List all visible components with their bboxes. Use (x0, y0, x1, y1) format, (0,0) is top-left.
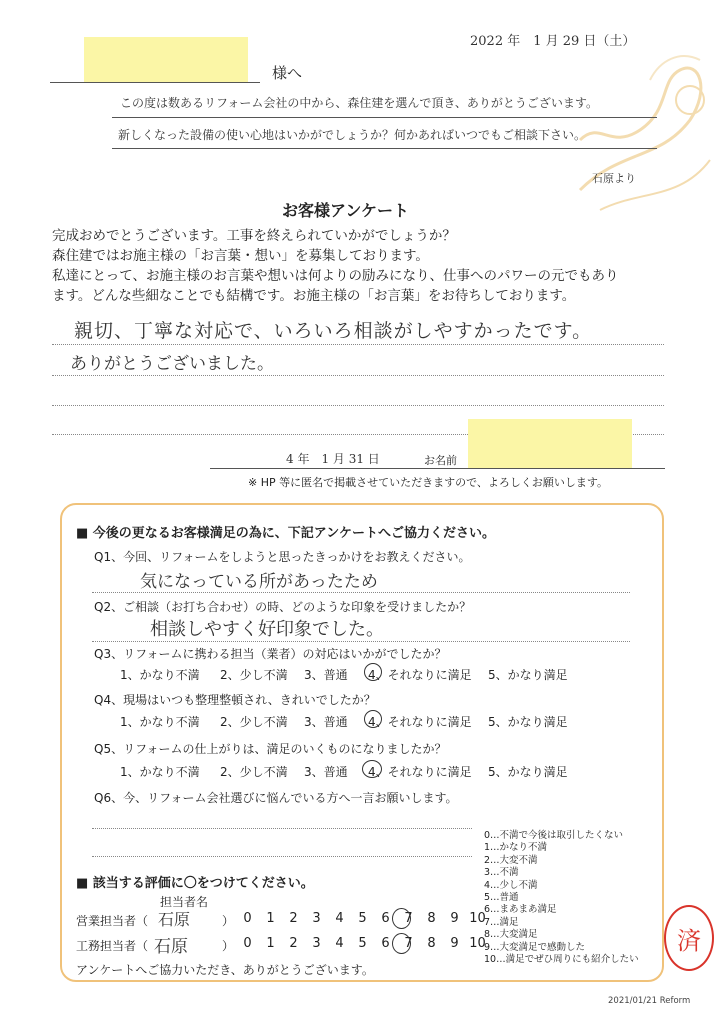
sales-score-9[interactable]: 9 (450, 911, 459, 926)
q3-option-5[interactable]: 5、かなり満足 (488, 668, 568, 682)
anonymity-note: ※ HP 等に匿名で掲載させていただきますので、よろしくお願いします。 (248, 476, 609, 489)
rating-legend (484, 830, 639, 966)
completed-stamp (664, 905, 714, 971)
construction-score-0[interactable]: 0 (243, 936, 252, 951)
answer-1: 気になっている所があったため (140, 572, 378, 592)
legend-item-7: 7…満足 (484, 916, 519, 928)
q4-option-3[interactable]: 3、普通 (304, 715, 348, 729)
legend-item-2: 2…大変不満 (484, 854, 538, 866)
comment-line-2: ありがとうございました。 (70, 354, 274, 374)
sales-selected-circle (392, 908, 411, 929)
questionnaire-heading: ■ 今後の更なるお客様満足の為に、下記アンケートへご協力ください。 (76, 526, 496, 541)
legend-item-1: 1…かなり不満 (484, 842, 548, 854)
answer-2-rule (92, 641, 630, 642)
q3-option-3[interactable]: 3、普通 (304, 668, 348, 682)
answer-6-rule-1 (92, 828, 472, 829)
legend-item-4: 4…少し不満 (484, 879, 538, 891)
intro-line-2: 森住建ではお施主様の「お言葉・想い」を募集しております。 (52, 248, 429, 264)
legend-item-9: 9…大変満足で感動した (484, 941, 586, 953)
construction-score-3[interactable]: 3 (312, 936, 321, 951)
q3-option-4[interactable]: 4、それなりに満足 (368, 668, 472, 682)
comment-rule-1 (52, 344, 664, 345)
legend-item-8: 8…大変満足 (484, 929, 538, 941)
letter-line-2: 新しくなった設備の使い心地はいかがでしょうか？何かあればいつでもご相談下さい。 (118, 128, 587, 142)
construction-score-7[interactable]: 7 (404, 936, 413, 951)
answer-1-rule (92, 592, 630, 593)
legend-item-0: 0…不満で今後は取引したくない (484, 830, 624, 841)
sign-underline (210, 468, 665, 469)
construction-score-8[interactable]: 8 (427, 936, 436, 951)
legend-item-6: 6…まあまあ満足 (484, 904, 557, 916)
q3-selected-circle (364, 663, 382, 681)
question-5: Q5、リフォームの仕上がりは、満足のいくものになりましたか？ (94, 742, 447, 756)
intro-line-1: 完成おめでとうございます。工事を終えられていかがでしょうか？ (52, 228, 456, 244)
letter-date: 2022 年 1 月 29 日（土） (470, 34, 636, 49)
construction-selected-circle (392, 933, 411, 954)
sales-staff-label: 営業担当者（ (76, 914, 149, 928)
q5-option-2[interactable]: 2、少し不満 (220, 765, 288, 779)
name-label: お名前 (424, 454, 457, 467)
q4-option-1[interactable]: 1、かなり不満 (120, 715, 200, 729)
q5-selected-circle (362, 760, 382, 778)
question-4: Q4、現場はいつも整理整頓され、きれいでしたか？ (94, 693, 376, 707)
q4-option-5[interactable]: 5、かなり満足 (488, 715, 568, 729)
stamp-text: 済 (677, 926, 701, 955)
letter-underline-2 (112, 148, 657, 149)
sales-score-1[interactable]: 1 (266, 911, 275, 926)
sales-score-10[interactable]: 10 (469, 911, 486, 926)
letter-signature: 石原より (592, 172, 636, 185)
q5-option-1[interactable]: 1、かなり不満 (120, 765, 200, 779)
question-6: Q6、今、リフォーム会社選びに悩んでいる方へ一言お願いします。 (94, 791, 458, 805)
q4-option-4[interactable]: 4、それなりに満足 (368, 715, 472, 729)
thanks-text: アンケートへご協力いただき、ありがとうございます。 (76, 963, 374, 977)
legend-item-3: 3…不満 (484, 867, 519, 879)
intro-line-3: 私達にとって、お施主様のお言葉や想いは何よりの励みになり、仕事へのパワーの元でもあり (52, 268, 619, 284)
legend-item-5: 5…普通 (484, 891, 519, 903)
construction-scores (236, 936, 489, 951)
intro-line-4: ます。どんな些細なことでも結構です。お施主様の「お言葉」をお待ちしております。 (52, 288, 576, 304)
comment-rule-3 (52, 405, 664, 406)
sales-score-3[interactable]: 3 (312, 911, 321, 926)
letter-line-1: この度は数あるリフォーム会社の中から、森住建を選んで頂き、ありがとうございます。 (120, 96, 598, 110)
q5-option-5[interactable]: 5、かなり満足 (488, 765, 568, 779)
construction-staff-name: 石原 (154, 937, 188, 957)
letter-underline-1 (112, 117, 657, 118)
q5-option-4[interactable]: 4、それなりに満足 (368, 765, 472, 779)
construction-score-4[interactable]: 4 (335, 936, 344, 951)
construction-score-1[interactable]: 1 (266, 936, 275, 951)
q3-option-2[interactable]: 2、少し不満 (220, 668, 288, 682)
survey-title: お客様アンケート (282, 201, 410, 220)
form-version: 2021/01/21 Reform (608, 996, 691, 1006)
construction-score-2[interactable]: 2 (289, 936, 298, 951)
construction-score-5[interactable]: 5 (358, 936, 367, 951)
sales-score-6[interactable]: 6 (381, 911, 390, 926)
comment-line-1: 親切、丁寧な対応で、いろいろ相談がしやすかったです。 (74, 320, 593, 342)
q4-selected-circle (364, 710, 382, 728)
q4-option-2[interactable]: 2、少し不満 (220, 715, 288, 729)
survey-intro (52, 226, 672, 306)
q5-option-3[interactable]: 3、普通 (304, 765, 348, 779)
sales-score-0[interactable]: 0 (243, 911, 252, 926)
q4-options (120, 713, 568, 730)
recipient-name-redacted (84, 37, 248, 83)
sales-score-7[interactable]: 7 (404, 911, 413, 926)
sales-score-5[interactable]: 5 (358, 911, 367, 926)
sales-scores (236, 911, 489, 926)
recipient-suffix: 様へ (272, 64, 303, 82)
construction-score-10[interactable]: 10 (469, 936, 486, 951)
recipient-underline (50, 82, 260, 83)
construction-staff-paren-close: ） (222, 939, 235, 953)
sales-score-2[interactable]: 2 (289, 911, 298, 926)
customer-name-redacted (468, 419, 632, 469)
question-3: Q3、リフォームに携わる担当（業者）の対応はいかがでしたか？ (94, 647, 447, 661)
legend-item-10: 10…満足でぜひ周りにも紹介したい (484, 953, 639, 965)
construction-staff-label: 工務担当者（ (76, 939, 149, 953)
comment-rule-2 (52, 375, 664, 376)
sales-staff-name: 石原 (158, 910, 191, 929)
q3-options (120, 666, 568, 683)
staff-name-label: 担当者名 (160, 895, 209, 909)
construction-score-9[interactable]: 9 (450, 936, 459, 951)
rating-heading: ■ 該当する評価に〇をつけてください。 (76, 876, 314, 891)
answer-2: 相談しやすく好印象でした。 (150, 619, 384, 640)
q3-option-1[interactable]: 1、かなり不満 (120, 668, 200, 682)
q5-options (120, 763, 568, 780)
question-2: Q2、ご相談（お打ち合わせ）の時、どのような印象を受けましたか？ (94, 600, 472, 614)
answer-6-rule-2 (92, 856, 472, 857)
question-1: Q1、今回、リフォームをしようと思ったきっかけをお教えください。 (94, 550, 471, 564)
sales-score-4[interactable]: 4 (335, 911, 344, 926)
sales-score-8[interactable]: 8 (427, 911, 436, 926)
sales-staff-paren-close: ） (222, 914, 235, 928)
sign-date: 4 年 1 月 31 日 (286, 452, 380, 466)
construction-score-6[interactable]: 6 (381, 936, 390, 951)
